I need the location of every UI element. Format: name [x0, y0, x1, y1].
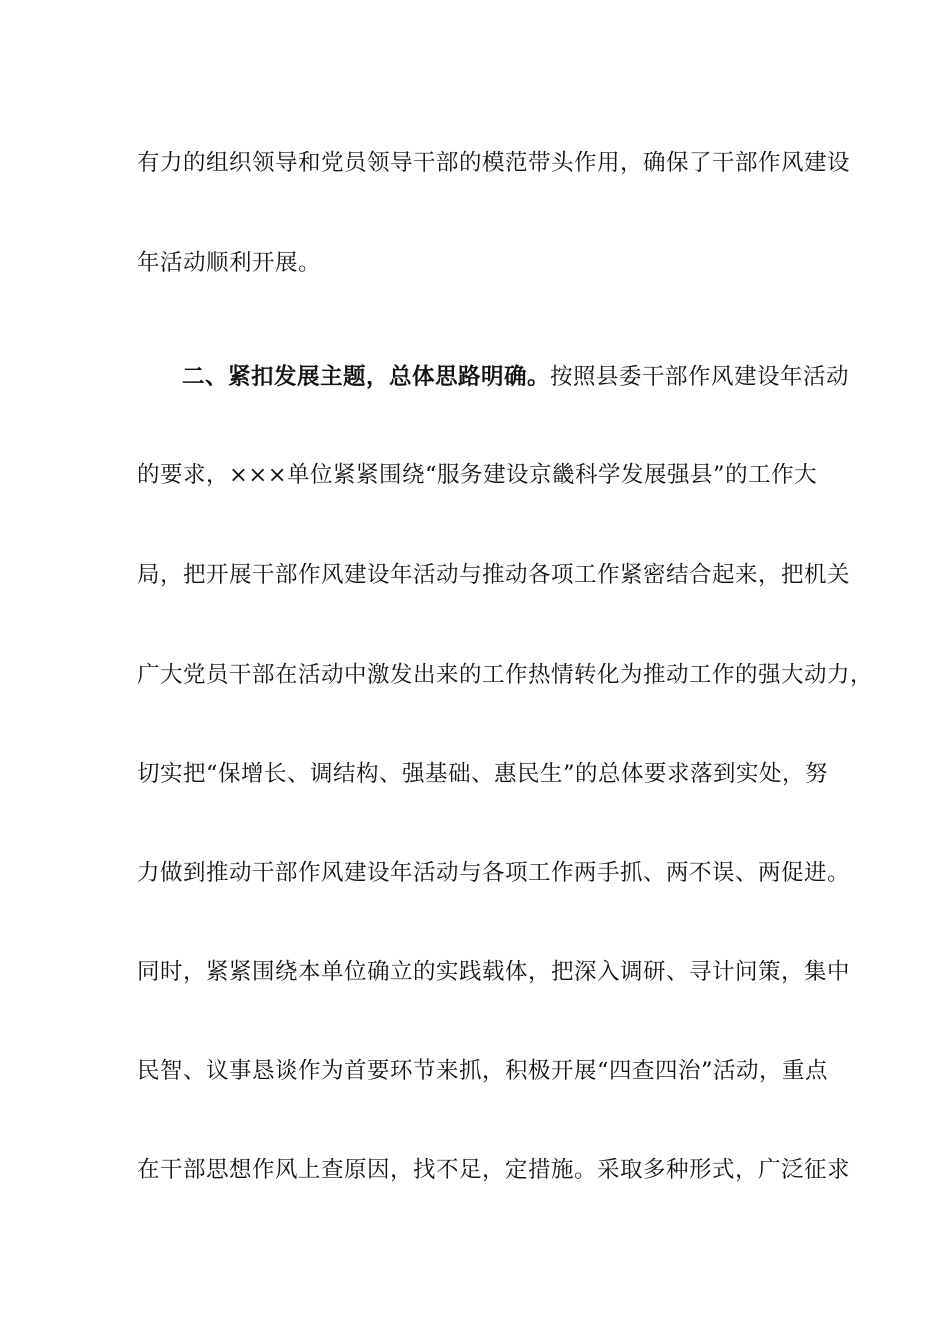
- paragraph-line: 的要求，×××单位紧紧围绕“服务建设京畿科学发展强县”的工作大: [137, 462, 818, 488]
- paragraph-line: 民智、议事恳谈作为首要环节来抓，积极开展“四查四治”活动，重点: [137, 1058, 829, 1084]
- section-two-first-line: [182, 362, 857, 392]
- paragraph-line: 力做到推动干部作风建设年活动与各项工作两手抓、两不误、两促进。: [137, 860, 851, 886]
- paragraph-line: 年活动顺利开展。: [137, 250, 322, 276]
- section-two-heading: 二、紧扣发展主题，总体思路明确。: [182, 364, 551, 390]
- paragraph-line: 广大党员干部在活动中激发出来的工作热情转化为推动工作的强大动力，: [137, 662, 874, 688]
- paragraph-line: 切实把“保增长、调结构、强基础、惠民生”的总体要求落到实处，努: [137, 761, 829, 787]
- paragraph-line: 局，把开展干部作风建设年活动与推动各项工作紧密结合起来，把机关: [137, 562, 851, 588]
- paragraph-line: 有力的组织领导和党员领导干部的模范带头作用，确保了干部作风建设: [137, 150, 851, 176]
- paragraph-line: 在干部思想作风上查原因，找不足，定措施。采取多种形式，广泛征求: [137, 1157, 851, 1183]
- paragraph-line: 同时，紧紧围绕本单位确立的实践载体，把深入调研、寻计问策，集中: [137, 959, 851, 985]
- section-two-first-line-text: 按照县委干部作风建设年活动: [550, 364, 850, 390]
